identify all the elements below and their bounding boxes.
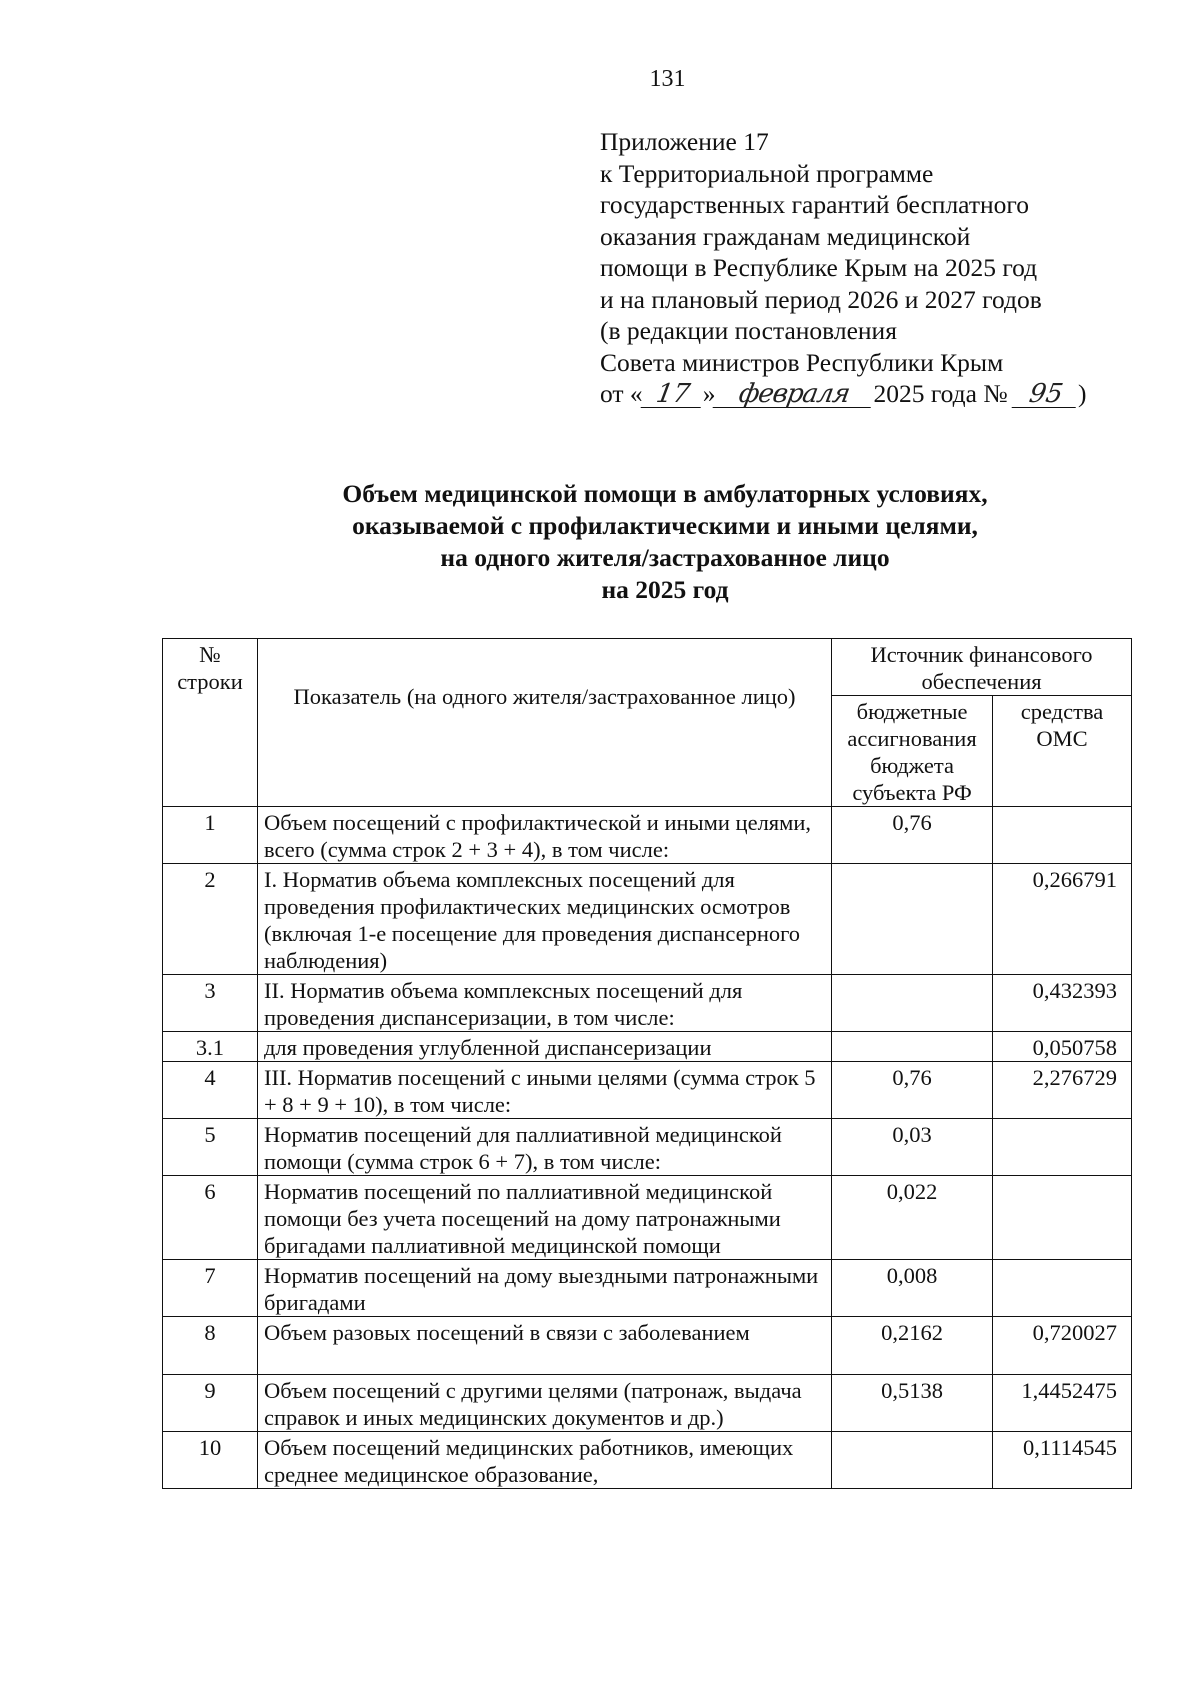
date-suffix: ) [1078, 379, 1087, 408]
row-indicator: II. Норматив объема комплексных посещений для проведения диспансеризации, в том числе: [257, 975, 831, 1032]
row-oms-value [993, 1176, 1132, 1260]
date-quote-close: » [702, 379, 716, 408]
row-budget-value [832, 975, 993, 1032]
row-number: 10 [163, 1432, 258, 1489]
row-budget-value [832, 864, 993, 975]
row-number: 5 [163, 1119, 258, 1176]
table-row [163, 864, 1132, 975]
row-oms-value [993, 1119, 1132, 1176]
handwritten-month: февраля [713, 381, 876, 408]
row-indicator: Норматив посещений по паллиативной медицинской помощи без учета посещений на дому патронажными бригадами паллиативной медицинской помощи [257, 1176, 831, 1260]
header-budget: бюджетные ассигнования бюджета субъекта РФ [832, 696, 993, 807]
row-number: 8 [163, 1317, 258, 1375]
table-row [163, 1432, 1132, 1489]
date-prefix: от « [600, 379, 643, 408]
appendix-line: (в редакции постановления [600, 316, 897, 345]
row-indicator: Объем посещений медицинских работников, имеющих среднее медицинское образование, [257, 1432, 831, 1489]
header-indicator: Показатель (на одного жителя/застрахованное лицо) [257, 639, 831, 807]
row-indicator: для проведения углубленной диспансеризации [257, 1032, 831, 1062]
row-budget-value: 0,76 [832, 1062, 993, 1119]
appendix-line: и на плановый период 2026 и 2027 годов [600, 284, 1042, 314]
row-indicator: Норматив посещений на дому выездными патронажными бригадами [257, 1260, 831, 1317]
appendix-block [600, 126, 1120, 410]
row-budget-value: 0,76 [832, 807, 993, 864]
row-oms-value: 0,050758 [993, 1032, 1132, 1062]
row-indicator: Норматив посещений для паллиативной медицинской помощи (сумма строк 6 + 7), в том числе: [257, 1119, 831, 1176]
row-indicator: I. Норматив объема комплексных посещений для проведения профилактических медицинских осмотров (включая 1-е посещение для проведения диспансерного наблюдения) [257, 864, 831, 975]
row-budget-value: 0,03 [832, 1119, 993, 1176]
row-indicator: Объем посещений с профилактической и иными целями, всего (сумма строк 2 + 3 + 4), в том числе: [257, 807, 831, 864]
table-row [163, 1375, 1132, 1432]
row-number: 6 [163, 1176, 258, 1260]
table-row [163, 1317, 1132, 1375]
row-budget-value: 0,5138 [832, 1375, 993, 1432]
appendix-line: государственных гарантий бесплатного [600, 190, 1029, 219]
handwritten-decree-number: 95 [1012, 381, 1081, 408]
row-oms-value [993, 807, 1132, 864]
row-oms-value: 0,432393 [993, 975, 1132, 1032]
title-line: на 2025 год [601, 575, 729, 604]
appendix-line: помощи в Республике Крым на 2025 год [600, 253, 1038, 282]
title-line: на одного жителя/застрахованное лицо [440, 543, 890, 572]
row-indicator: Объем посещений с другими целями (патронаж, выдача справок и иных медицинских документов и др.) [257, 1375, 831, 1432]
table-row [163, 975, 1132, 1032]
row-oms-value: 0,1114545 [993, 1432, 1132, 1489]
row-budget-value: 0,022 [832, 1176, 993, 1260]
row-oms-value: 2,276729 [993, 1062, 1132, 1119]
appendix-line: Совета министров Республики Крым [600, 347, 1004, 377]
table-row [163, 1062, 1132, 1119]
appendix-line: к Территориальной программе [600, 158, 934, 188]
appendix-line: оказания гражданам медицинской [600, 221, 971, 251]
date-year-text: 2025 года № [873, 379, 1008, 408]
table-row [163, 1032, 1132, 1062]
header-funding-source: Источник финансового обеспечения [832, 639, 1132, 696]
row-budget-value [832, 1432, 993, 1489]
header-oms: средства ОМС [993, 696, 1132, 807]
page-number: 131 [649, 66, 686, 92]
row-number: 7 [163, 1260, 258, 1317]
title-line: Объем медицинской помощи в амбулаторных условиях, [342, 479, 988, 508]
row-number: 9 [163, 1375, 258, 1432]
date-line [600, 378, 1120, 410]
row-oms-value: 0,266791 [993, 864, 1132, 975]
row-number: 3.1 [163, 1032, 258, 1062]
row-indicator: III. Норматив посещений с иными целями (сумма строк 5 + 8 + 9 + 10), в том числе: [257, 1062, 831, 1119]
row-oms-value: 0,720027 [993, 1317, 1132, 1375]
header-row-number: № строки [163, 639, 258, 807]
row-oms-value [993, 1260, 1132, 1317]
volume-table [162, 638, 1132, 1489]
table-row [163, 807, 1132, 864]
document-title [160, 478, 1170, 606]
table-row [163, 1176, 1132, 1260]
table-row [163, 1119, 1132, 1176]
row-number: 2 [163, 864, 258, 975]
appendix-line: Приложение 17 [600, 127, 769, 156]
row-indicator: Объем разовых посещений в связи с заболеванием [257, 1317, 831, 1375]
row-oms-value: 1,4452475 [993, 1375, 1132, 1432]
row-number: 4 [163, 1062, 258, 1119]
table-header-row [163, 639, 1132, 696]
row-budget-value [832, 1032, 993, 1062]
row-number: 1 [163, 807, 258, 864]
row-budget-value: 0,008 [832, 1260, 993, 1317]
title-line: оказываемой с профилактическими и иными целями, [352, 511, 978, 540]
handwritten-day: 17 [640, 381, 705, 408]
row-budget-value: 0,2162 [832, 1317, 993, 1375]
row-number: 3 [163, 975, 258, 1032]
table-row [163, 1260, 1132, 1317]
